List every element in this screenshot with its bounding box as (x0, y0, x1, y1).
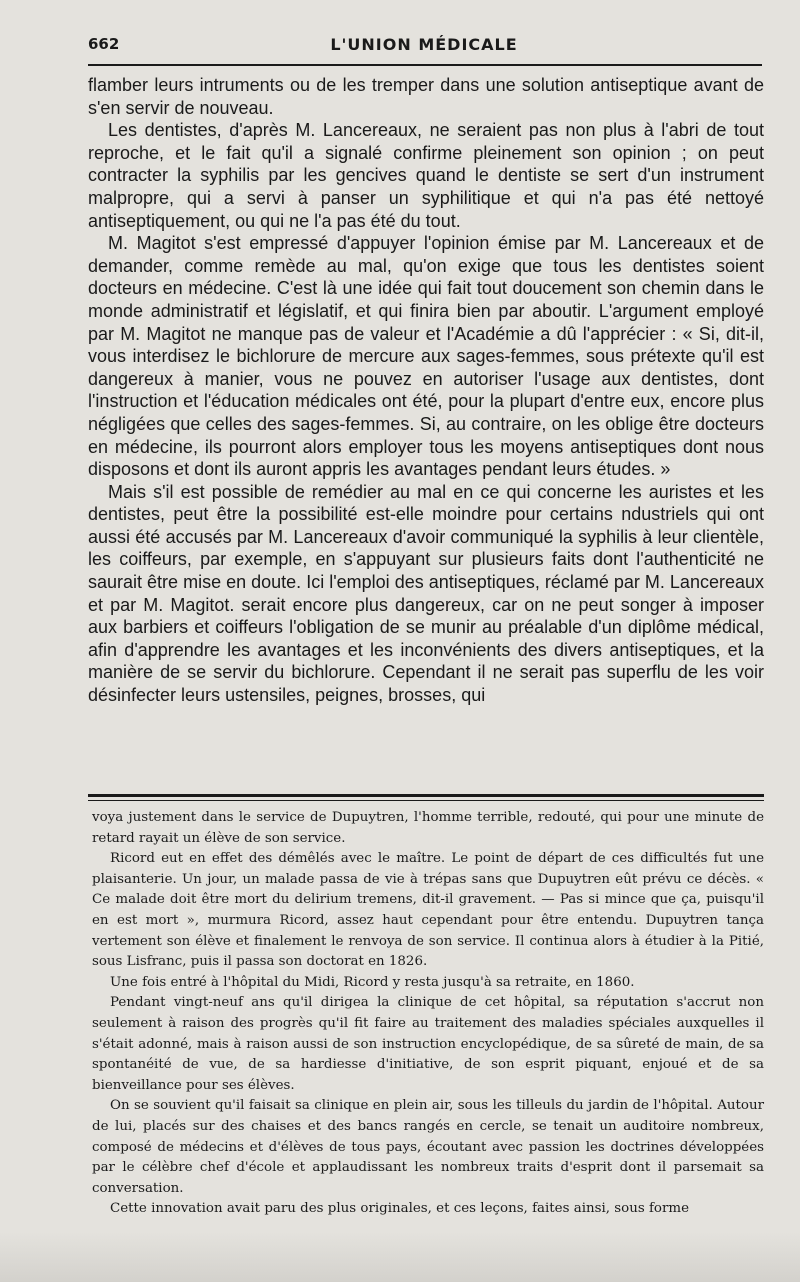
running-header (88, 30, 760, 58)
header-rule (88, 64, 762, 66)
feuilleton-paragraph: Pendant vingt-neuf ans qu'il dirigea la clinique de cet hôpital, sa réputation s'accrut non seulement à raison des progrès qu'il fit faire au traitement des maladies spéciales auxquelles il s'était adonné, mais à raison aussi de son instruction encyclopédique, de sa sûreté de main, de sa spontanéité de vue, de sa hardiesse d'initiative, de son esprit piquant, enjoué et de sa bienveillance pour ses élèves. (92, 995, 764, 1093)
page-number: 662 (88, 35, 120, 53)
feuilleton-paragraph: Une fois entré à l'hôpital du Midi, Ricord y resta jusqu'à sa retraite, en 1860. (110, 974, 635, 990)
body-paragraph: M. Magitot s'est empressé d'appuyer l'opinion émise par M. Lancereaux et de demander, comme remède au mal, qu'on exige que tous les dentistes soient docteurs en médecine. C'est là une idée qui fait tout doucement son chemin dans le monde administratif et législatif, et qui finira bien par aboutir. L'argument employé par M. Magitot ne manque pas de valeur et l'Académie a dû l'apprécier : « Si, dit-il, vous interdisez le bichlorure de mercure aux sages-femmes, sous prétexte qu'il est dangereux à manier, vous ne pouvez en autoriser l'usage aux dentistes, dont l'instruction et l'éducation médicales ont été, pour la plupart d'entre eux, encore plus négligées que celles des sages-femmes. Si, au contraire, on les oblige être docteurs en médecine, ils pourront alors employer tous les moyens antiseptiques dont nous disposons et dont ils auront appris les avantages pendant leurs études. » (88, 233, 764, 480)
feuilleton-paragraph: voya justement dans le service de Dupuytren, l'homme terrible, redouté, qui pour une minute de retard rayait un élève de son service. (92, 810, 764, 846)
feuilleton-paragraph: Cette innovation avait paru des plus originales, et ces leçons, faites ainsi, sous forme (110, 1201, 690, 1217)
article-body (88, 74, 764, 707)
body-paragraph: flamber leurs intruments ou de les tremper dans une solution antiseptique avant de s'en servir de nouveau. (88, 75, 764, 118)
feuilleton-rule (88, 794, 764, 797)
journal-title: L'UNION MÉDICALE (330, 34, 518, 54)
body-paragraph: Mais s'il est possible de remédier au mal en ce qui concerne les auristes et les dentistes, peut être la possibilité est-elle moindre pour certains ndustriels qui ont aussi été accusés par M. Lancereaux d'avoir communiqué la syphilis à leur clientèle, les coiffeurs, par exemple, en s'appuyant sur plusieurs faits dont l'authenticité ne saurait être mise en doute. Ici l'emploi des antiseptiques, réclamé par M. Lancereaux et par M. Magitot. serait encore plus dangereux, car on ne peut songer à imposer aux barbiers et coiffeurs l'obligation de se munir au préalable d'un diplôme médical, afin d'apprendre les avantages et les inconvénients des divers antiseptiques, et la manière de se servir du bichlorure. Cependant il ne serait pas superflu de les voir désinfecter leurs ustensiles, peignes, brosses, qui (88, 481, 764, 706)
body-paragraph: Les dentistes, d'après M. Lancereaux, ne seraient pas non plus à l'abri de tout reproche, et le fait qu'il a signalé confirme pleinement son opinion ; on peut contracter la syphilis par les gencives quand le dentiste se sert d'un instrument malpropre, qui a servi à panser un syphilitique et qui n'a pas été nettoyé antiseptiquement, ou qui ne l'a pas été du tout. (88, 120, 764, 231)
feuilleton-paragraph: On se souvient qu'il faisait sa clinique en plein air, sous les tilleuls du jardin de l'hôpital. Autour de lui, placés sur des chaises et des bancs rangés en cercle, se tenait un auditoire nombreux, composé de médecins et d'élèves de tous pays, écoutant avec passion les doctrines développées par le célèbre chef d'école et applaudissant les nombreux traits d'esprit dont il parsemait sa conversation. (92, 1098, 764, 1196)
feuilleton-section (92, 808, 764, 1220)
page-bottom-shading (0, 1232, 800, 1282)
feuilleton-rule-thin (88, 800, 764, 801)
feuilleton-paragraph: Ricord eut en effet des démêlés avec le maître. Le point de départ de ces difficultés fut une plaisanterie. Un jour, un malade passa de vie à trépas sans que Dupuytren eût prévu ce décès. « Ce malade doit être mort du delirium tremens, dit-il gravement. — Pas si mince que ça, puisqu'il en est mort », murmura Ricord, assez haut cependant pour être entendu. Dupuytren tança vertement son élève et finalement le renvoya de son service. Il continua alors à étudier à la Pitié, sous Lisfranc, puis il passa son doctorat en 1826. (92, 851, 764, 970)
